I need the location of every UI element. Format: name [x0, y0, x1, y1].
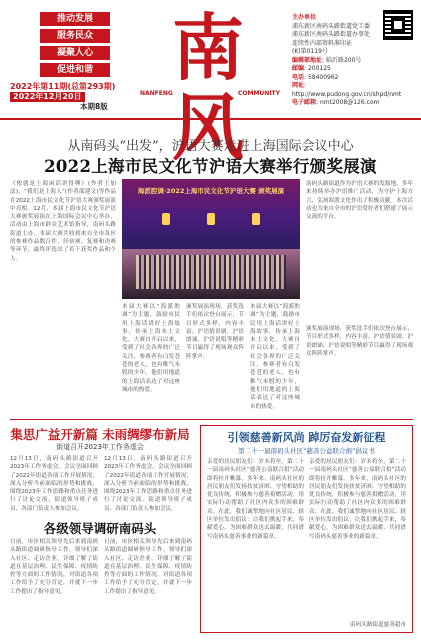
issue-info: [10, 82, 140, 112]
lead-column-1: 《侬就是上海闲话讲得嗲》(作者王加法)、“我们是上海人”(作者邵建文)等作品在2022上海市民文化节沪语大赛颁奖展演中亮相。12月，本届上海市民文化节沪语大赛颁奖展演在上海国际会议中心举办，活动由上海市群众艺术馆指导，南码头路街道主办。本届大赛共收到来自全市各区的参赛作品数百件，经初赛、复赛和决赛等环节，最终评选出了若干获奖作品和个人。: [10, 181, 116, 262]
story2-column-2: 12月13日，南码头路街道召开2023年工作务虚会。会议全面回顾了2022年街道各项工作开展情况，深入分析当前面临的形势和挑战，围绕2023年工作思路和重点任务进行了讨论交流。街道领导班子成员、各部门负责人参加会议。: [104, 456, 192, 512]
charity-signature: 南码头路街道慈善超市: [350, 622, 406, 628]
english-title-part: NANFENG: [140, 90, 173, 97]
info-line: 浦东新区南码头路街道党工委: [292, 22, 371, 30]
award-photo: [122, 179, 300, 299]
qr-code-icon: [383, 10, 413, 40]
slogan: 推动发展: [40, 12, 110, 26]
charity-column-2: 亲爱的居民朋友们：岁末将至，第二十一届南码头社区“慈善公益联合捐”活动即将拉开帷幕。多年来，南码头社区的居民朋友们发扬扶贫济困、守望相助的优良传统，积极参与慈善捐赠活动，用实际行动帮助了社区内众多的困难群众。在此，我们诚挚地向社区居民、辖区单位发出倡议：让我们携起手来，奉献爱心，为困难群众送去温暖，共同谱写南码头慈善事业的新篇章。: [309, 459, 406, 540]
story2-subheadline: 街道召开2023年工作务虚会: [56, 443, 144, 451]
photo-banner: 海派腔调·2022上海市民文化节沪语大赛 颁奖展演: [137, 187, 285, 195]
slogan: 凝聚人心: [40, 46, 110, 60]
trophy-icon: [252, 213, 260, 225]
lead-headline: 2022上海市民文化节沪语大赛举行颁奖展演: [44, 157, 377, 176]
lead-column-3b: 本届大赛以“海派腔调”为主题，鼓励市民用上海话讲好上海故事，传承上海本土文化。大赛自开启以来，受到了社会各界的广泛关注，参赛者有白发苍苍的老人，也有稚气未脱的少年，他们用地道的上海话表达了对这座城市的热爱。: [250, 304, 300, 410]
info-line: (K)第0119号: [292, 48, 328, 55]
section-divider: [10, 419, 413, 420]
charity-appeal-box: [200, 425, 413, 633]
charity-subheadline: 第二十一届南码头社区“慈善公益联合捐”倡议书: [238, 447, 375, 455]
info-key: 编辑部地址: [292, 56, 323, 64]
lead-column-5: 颁奖展演现场，获奖选手们依次登台展示，节目形式多样，内容丰富。沪语情景剧、沪语朗诵、沪语说唱等精彩节目赢得了现场观众阵阵掌声。: [306, 326, 413, 357]
lead-kicker: 从南码头“出发”，沪语大赛走进上海国际会议中心: [67, 139, 354, 154]
story3-headline: 各级领导调研南码头: [43, 521, 157, 536]
info-value: http://www.pudong.gov.cn/shpd/nmt: [292, 90, 402, 98]
lead-column-3: 颁奖展演现场，获奖选手们依次登台展示，节目形式多样，内容丰富。沪语情景剧、沪语朗诵、沪语说唱等精彩节目赢得了现场观众阵阵掌声。: [186, 304, 244, 360]
page-count: 本期8版: [80, 102, 108, 111]
info-value: 200125: [307, 65, 331, 72]
english-title: [140, 90, 280, 97]
trophy-icon: [162, 213, 170, 225]
info-value: 58400962: [307, 73, 339, 81]
info-key: 电子邮箱: [292, 99, 317, 106]
story2-column-1: 12月13日，南码头路街道召开2023年工作务虚会。会议全面回顾了2022年街道各项工作开展情况，深入分析当前面临的形势和挑战，围绕2023年工作思路和重点任务进行了讨论交流。街道领导班子成员、各部门负责人参加会议。: [10, 456, 98, 512]
english-title-part: COMMUNITY: [237, 90, 280, 97]
issue-number: 2022年第11期(总第293期): [10, 82, 116, 91]
trophy-icon: [207, 213, 215, 225]
slogan: 促进和谐: [40, 63, 110, 77]
charity-headline: 引领慈善新风尚 踔厉奋发新征程: [227, 431, 386, 444]
slogan-stack: [40, 12, 110, 80]
info-line: 连续性内部资料准印证: [292, 39, 353, 47]
award-winners: [136, 255, 286, 289]
info-key: 主办单位: [292, 14, 317, 21]
charity-column-1: 亲爱的居民朋友们：岁末将至，第二十一届南码头社区“慈善公益联合捐”活动即将拉开帷幕。多年来，南码头社区的居民朋友们发扬扶贫济困、守望相助的优良传统，积极参与慈善捐赠活动，用实际行动帮助了社区内众多的困难群众。在此，我们诚挚地向社区居民、辖区单位发出倡议：让我们携起手来，奉献爱心，为困难群众送去温暖，共同谱写南码头慈善事业的新篇章。: [207, 459, 304, 540]
story3-column-2: 日前，市区相关领导先后来到南码头路街道调研指导工作。领导们深入社区、走访企业，详细了解了街道在基层治理、民生保障、疫情防控等方面的工作情况，对街道各项工作给予了充分肯定，并就下一步工作提出了指导意见。: [104, 539, 192, 595]
info-key: 邮编: [292, 65, 305, 72]
lead-column-2: 本届大赛以“海派腔调”为主题，鼓励市民用上海话讲好上海故事，传承上海本土文化。大赛自开启以来，受到了社会各界的广泛关注，参赛者有白发苍苍的老人，也有稚气未脱的少年，他们用地道的上海话表达了对这座城市的热爱。: [122, 304, 180, 393]
lead-column-4: 南码头路街道作为沪语大赛的发源地，多年来持续举办沪语推广活动，为守护上海方言、弘扬海派文化作出了积极贡献。本次活动也为来自全市的沪语爱好者们搭建了展示交流的平台。: [306, 181, 413, 221]
story2-headline: 集思广益开新篇 未雨绸缪布新局: [10, 427, 190, 442]
info-value: 临沂路200号: [325, 56, 362, 64]
issue-date: 2022年12月20日: [10, 92, 85, 102]
info-key: 电话: [292, 73, 305, 81]
info-value: nmt2008@126.com: [319, 99, 380, 106]
slogan: 服务民众: [40, 29, 110, 43]
info-key: 网址: [292, 82, 305, 89]
title-area: [140, 5, 280, 170]
newspaper-title: 南风: [171, 5, 248, 170]
info-line: 浦东新区南码头路街道办事处: [292, 31, 371, 38]
publisher-info: 主办单位 浦东新区南码头路街道党工委 浦东新区南码头路街道办事处 连续性内部资料准印证 (K)第0119号 编辑部地址: 临沂路200号 邮编: 200125 电话: 58400962 网址: http://www.pudong.gov.cn/shpd/nmt 电子邮箱: nmt2008@126.com: [292, 14, 412, 108]
story3-column-1: 日前，市区相关领导先后来到南码头路街道调研指导工作。领导们深入社区、走访企业，详细了解了街道在基层治理、民生保障、疫情防控等方面的工作情况，对街道各项工作给予了充分肯定，并就下一步工作提出了指导意见。: [10, 539, 98, 595]
